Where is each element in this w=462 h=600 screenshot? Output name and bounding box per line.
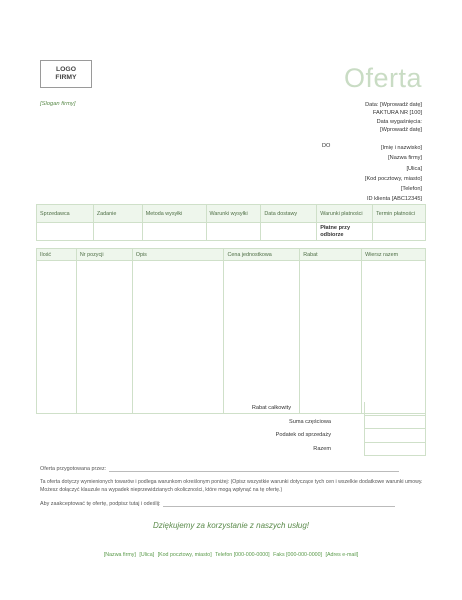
grand-total-row bbox=[36, 443, 426, 457]
date-field[interactable]: Data: [Wprowadź datę] bbox=[365, 102, 422, 108]
cell-item-number[interactable] bbox=[76, 261, 132, 414]
signature-line[interactable] bbox=[163, 502, 395, 507]
acceptance-label: Aby zaakceptować tę ofertę, podpisz tutaj i odeślij: bbox=[40, 501, 161, 507]
terms-text: Ta oferta dotyczy wymienionych towarów i podlega warunkom określonym poniżej: (Opisz wszystkie warunki dotyczące tych cen i wszelkie dodatkowe warunki umowy. Możesz dołączyć klauzule na wypadek nieprzewidzianych okoliczności, które mogą wpłynąć na tę ofertę.) bbox=[40, 479, 423, 493]
company-logo bbox=[40, 60, 92, 88]
col-description: Opis bbox=[132, 249, 224, 261]
col-item-number: Nr pozycji bbox=[76, 249, 132, 261]
prepared-by bbox=[40, 466, 399, 472]
prepared-by-label: Oferta przygotowana przez: bbox=[40, 466, 107, 472]
footer-city[interactable]: [Kod pocztowy, miasto] bbox=[157, 552, 212, 558]
order-details-table bbox=[36, 204, 426, 241]
tax-row bbox=[36, 429, 426, 443]
total-discount-value[interactable] bbox=[364, 402, 426, 416]
order-data-row bbox=[37, 223, 426, 241]
col-line-total: Wiersz razem bbox=[362, 249, 426, 261]
col-payment-due: Termin płatności bbox=[373, 205, 426, 223]
footer-email[interactable]: [Adres e-mail] bbox=[325, 552, 359, 558]
col-shipping-method: Metoda wysyłki bbox=[142, 205, 206, 223]
grand-total-value[interactable] bbox=[364, 443, 426, 457]
cell-delivery-date[interactable] bbox=[261, 223, 317, 241]
acceptance bbox=[40, 501, 395, 507]
tax-value[interactable] bbox=[364, 429, 426, 443]
cell-shipping-method[interactable] bbox=[142, 223, 206, 241]
expiry-label: Data wygaśnięcia: bbox=[376, 118, 422, 125]
recipient-city[interactable]: [Kod pocztowy, miasto] bbox=[364, 175, 422, 182]
cell-line-total[interactable] bbox=[362, 261, 426, 414]
document-meta bbox=[365, 101, 422, 134]
recipient-company[interactable]: [Nazwa firmy] bbox=[388, 155, 422, 162]
col-shipping-terms: Warunki wysyłki bbox=[206, 205, 261, 223]
tax-label: Podatek od sprzedaży bbox=[275, 432, 331, 438]
total-discount-row bbox=[36, 402, 426, 416]
items-table bbox=[36, 248, 426, 414]
company-slogan[interactable]: [Slogan firmy] bbox=[40, 101, 76, 107]
recipient-name[interactable]: [Imię i nazwisko] bbox=[380, 145, 422, 151]
footer-fax[interactable]: Faks [000-000-0000] bbox=[273, 552, 323, 558]
subtotal-value[interactable] bbox=[364, 416, 426, 430]
recipient-block bbox=[365, 143, 422, 205]
footer-street[interactable]: [Ulica] bbox=[139, 552, 155, 558]
col-delivery-date: Data dostawy bbox=[261, 205, 317, 223]
items-header-row bbox=[37, 249, 426, 261]
col-unit-price: Cena jednostkowa bbox=[224, 249, 300, 261]
total-discount-label: Rabat całkowity bbox=[251, 405, 291, 411]
cell-payment-due[interactable] bbox=[373, 223, 426, 241]
footer bbox=[0, 552, 462, 558]
order-header-row bbox=[37, 205, 426, 223]
cell-task[interactable] bbox=[93, 223, 142, 241]
cell-discount[interactable] bbox=[300, 261, 362, 414]
document-title: Oferta bbox=[343, 63, 422, 93]
logo-line-1: LOGO bbox=[55, 66, 76, 73]
footer-phone[interactable]: Telefon [000-000-0000] bbox=[215, 552, 270, 558]
col-discount: Rabat bbox=[300, 249, 362, 261]
invoice-number[interactable]: FAKTURA NR [100] bbox=[372, 110, 422, 117]
expiry-value[interactable]: [Wprowadź datę] bbox=[380, 126, 422, 133]
grand-total-label: Razem bbox=[313, 445, 331, 452]
logo-line-2: FIRMY bbox=[55, 74, 77, 81]
cell-shipping-terms[interactable] bbox=[206, 223, 261, 241]
cell-seller[interactable] bbox=[37, 223, 94, 241]
col-payment-terms: Warunki płatności bbox=[317, 205, 373, 223]
footer-company[interactable]: [Nazwa firmy] bbox=[103, 552, 136, 558]
thank-you-message: Dziękujemy za korzystanie z naszych usług! bbox=[152, 521, 310, 530]
recipient-phone[interactable]: [Telefon] bbox=[400, 186, 422, 193]
col-quantity: Ilość bbox=[37, 249, 77, 261]
cell-unit-price[interactable] bbox=[224, 261, 300, 414]
items-body-row bbox=[37, 261, 426, 414]
totals-section bbox=[36, 402, 426, 456]
prepared-by-line[interactable] bbox=[109, 467, 399, 472]
col-seller: Sprzedawca bbox=[37, 205, 94, 223]
recipient-client-id[interactable]: ID klienta [ABC12345] bbox=[366, 196, 422, 203]
recipient-label: DO bbox=[322, 143, 331, 149]
col-task: Zadanie bbox=[93, 205, 142, 223]
recipient-street[interactable]: [Ulica] bbox=[406, 165, 422, 172]
cell-payment-terms[interactable]: Płatne przy odbiorze bbox=[317, 223, 373, 241]
subtotal-row bbox=[36, 416, 426, 430]
cell-description[interactable] bbox=[132, 261, 224, 414]
subtotal-label: Suma częściowa bbox=[289, 418, 331, 425]
cell-quantity[interactable] bbox=[37, 261, 77, 414]
